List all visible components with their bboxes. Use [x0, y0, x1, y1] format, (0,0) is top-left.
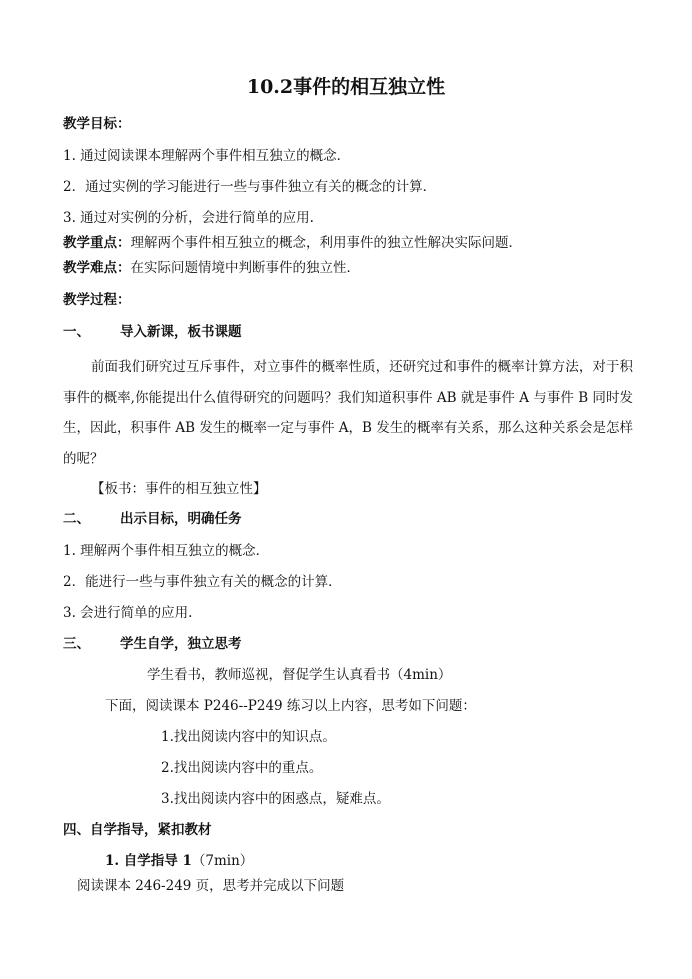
question-item-3: 3.找出阅读内容中的困惑点，疑难点。	[161, 791, 390, 807]
section2-heading	[63, 509, 242, 529]
objectives-heading: 教学目标：	[63, 116, 131, 132]
section3-heading	[63, 634, 242, 654]
difficulty-text: 在实际问题情境中判断事件的独立性．	[130, 260, 360, 276]
question-item-1: 1.找出阅读内容中的知识点。	[161, 729, 336, 745]
section1-heading	[63, 322, 242, 342]
section2-number: 二、	[63, 511, 90, 527]
task-item-3: 3. 会进行简单的应用.	[63, 605, 193, 621]
key-point-label: 教学重点：	[63, 235, 131, 251]
section3-number: 三、	[63, 636, 90, 652]
section1-title: 导入新课，板书课题	[120, 324, 242, 340]
key-point-line	[63, 233, 522, 253]
task-item-2: 2．能进行一些与事件独立有关的概念的计算．	[63, 574, 342, 590]
section4-heading: 四、自学指导，紧扣教材	[63, 822, 212, 838]
board-note: 【板书：事件的相互独立性】	[91, 481, 267, 497]
section3-title: 学生自学，独立思考	[120, 636, 242, 652]
difficulty-line	[63, 258, 360, 278]
objective-item-2: 2．通过实例的学习能进行一些与事件独立有关的概念的计算．	[63, 179, 437, 195]
section1-paragraph: 前面我们研究过互斥事件，对立事件的概率性质，还研究过和事件的概率计算方法，对于积事件的概率,你能提出什么值得研究的问题吗？我们知道积事件 AB 就是事件 A 与事件 B 同时发生，因此，积事件 AB 发生的概率一定与事件 A，B 发生的概率有关系，那么这种关系会是怎样的呢？	[63, 359, 633, 467]
study-guide-1	[105, 851, 253, 871]
key-point-text: 理解两个事件相互独立的概念，利用事件的独立性解决实际问题．	[130, 235, 522, 251]
section2-title: 出示目标，明确任务	[120, 511, 242, 527]
page-title: 10.2事件的相互独立性	[246, 76, 446, 98]
task-item-1: 1. 理解两个事件相互独立的概念．	[63, 543, 270, 559]
study-guide-line: 阅读课本 246-249 页，思考并完成以下问题	[77, 878, 345, 894]
section1-number: 一、	[63, 324, 90, 340]
process-heading: 教学过程：	[63, 292, 131, 308]
objective-item-1: 1. 通过阅读课本理解两个事件相互独立的概念．	[63, 148, 351, 164]
section3-line-2: 下面，阅读课本 P246--P249 练习以上内容，思考如下问题：	[105, 698, 476, 714]
difficulty-label: 教学难点：	[63, 260, 131, 276]
section3-line-1: 学生看书，教师巡视，督促学生认真看书（4min）	[147, 667, 452, 683]
study-guide-label: 1. 自学指导 1	[105, 853, 192, 869]
question-item-2: 2.找出阅读内容中的重点。	[161, 760, 323, 776]
objective-item-3: 3. 通过对实例的分析，会进行简单的应用.	[63, 210, 314, 226]
study-guide-time: （7min）	[191, 853, 254, 869]
